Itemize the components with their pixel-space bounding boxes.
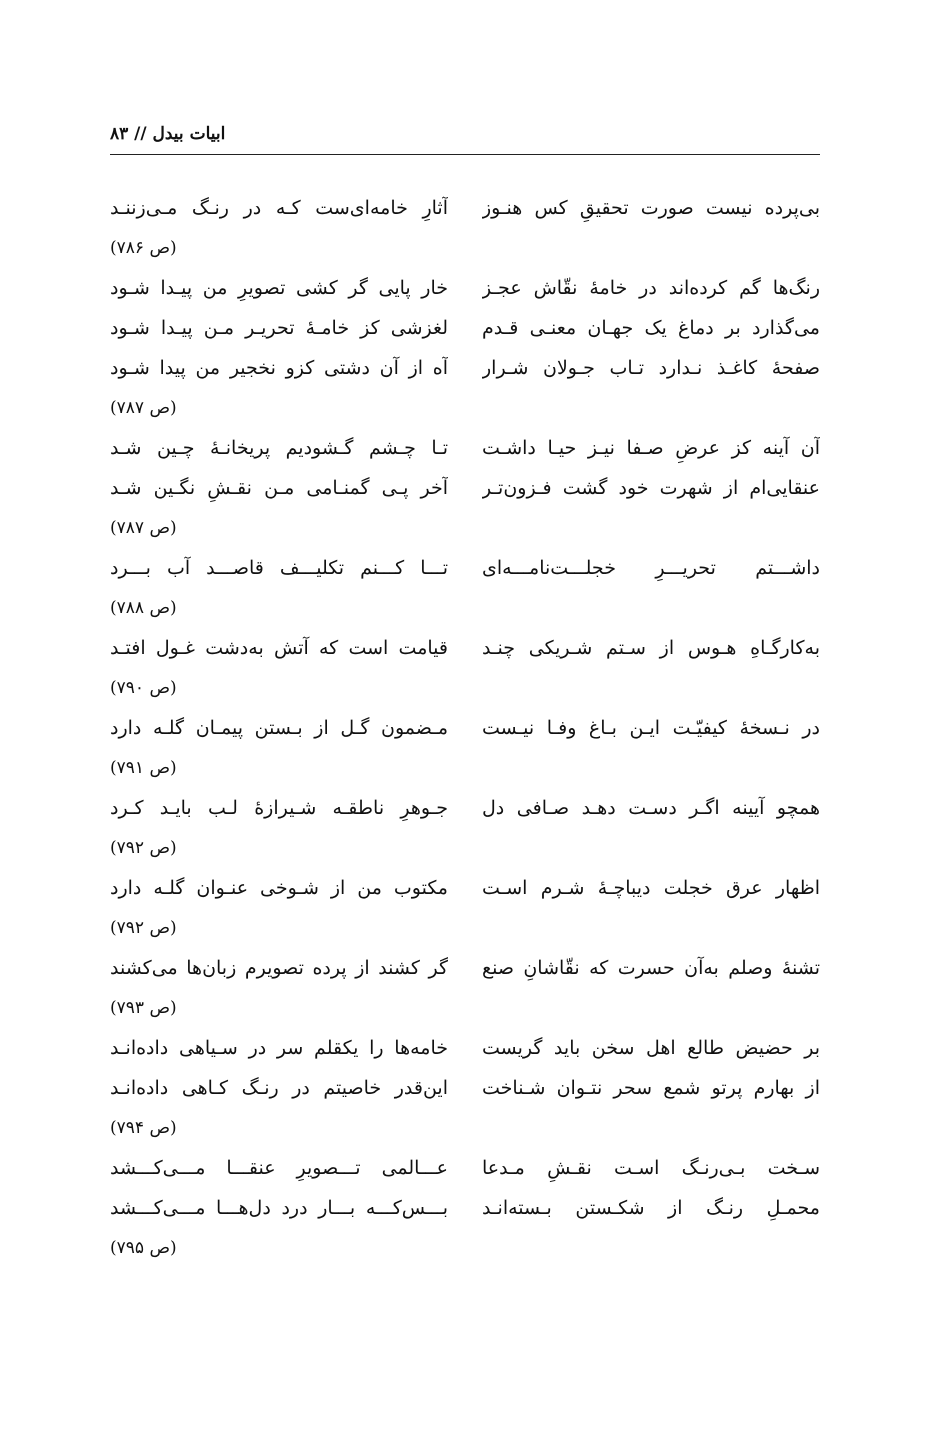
couplet-row bbox=[110, 430, 820, 470]
second-hemistich: خامه‌ها را یکقلم سر در سـیاهی داده‌انـد bbox=[110, 1037, 448, 1059]
first-hemistich: آن آینه کز عرضِ صـفا نیـز حیـا داشـت bbox=[482, 437, 820, 459]
verse-block bbox=[110, 710, 820, 790]
second-hemistich: آثارِ خامه‌ای‌ست کـه در رنـگ مـی‌زننـد bbox=[110, 197, 448, 219]
page-reference: (ص ۷۸۷) bbox=[110, 398, 177, 418]
first-hemistich: می‌گذارد بر دماغ یک جهـان معنـی قـدم bbox=[482, 317, 820, 339]
couplet-row bbox=[110, 1070, 820, 1110]
verse-block bbox=[110, 550, 820, 630]
first-hemistich: در نـسخۀ کیفیّـت ایـن بـاغ وفـا نیـست bbox=[482, 717, 820, 739]
page-reference: (ص ۷۹۱) bbox=[110, 758, 177, 778]
first-hemistich: محمـلِ رنـگ از شکـستن بـسته‌انـد bbox=[482, 1197, 820, 1219]
page-reference: (ص ۷۹۲) bbox=[110, 918, 177, 938]
reference-row bbox=[110, 750, 820, 790]
running-title: ابیات بیدل // ۸۳ bbox=[110, 124, 226, 144]
couplet-row bbox=[110, 470, 820, 510]
reference-row bbox=[110, 390, 820, 430]
couplet-row bbox=[110, 350, 820, 390]
second-hemistich: جـوهرِ ناطقـه شـیرازۀ لـب بایـد کـرد bbox=[110, 797, 448, 819]
couplet-row bbox=[110, 870, 820, 910]
first-hemistich: سـخت بـی‌رنـگ اسـت نقـشِ مـدعا bbox=[482, 1157, 820, 1179]
verse-block bbox=[110, 190, 820, 270]
couplet-row bbox=[110, 270, 820, 310]
first-hemistich: تشنۀ وصلم به‌آن حسرت که نقّاشانِ صنع bbox=[482, 957, 820, 979]
couplet-row bbox=[110, 310, 820, 350]
reference-row bbox=[110, 590, 820, 630]
first-hemistich: بر حضیض طالع اهل سخن باید گریست bbox=[482, 1037, 820, 1059]
couplet-row bbox=[110, 790, 820, 830]
verse-block bbox=[110, 1030, 820, 1150]
page-reference: (ص ۷۹۴) bbox=[110, 1118, 177, 1138]
first-hemistich: داشـــتم تحریـــرِ خجلـــت‌نامـــه‌ای bbox=[482, 557, 820, 579]
second-hemistich: تـــا کـــنم تکلیـــف قاصـــد آب بـــرد bbox=[110, 557, 448, 579]
first-hemistich: صفحۀ کاغـذ نـدارد تـاب جـولان شـرار bbox=[482, 357, 820, 379]
reference-row bbox=[110, 910, 820, 950]
couplet-row bbox=[110, 1030, 820, 1070]
first-hemistich: اظهار عرق خجلت دیباچـۀ شـرم اسـت bbox=[482, 877, 820, 899]
verse-block bbox=[110, 870, 820, 950]
second-hemistich: خار پایی گر کشی تصویرِ من پیـدا شـود bbox=[110, 277, 448, 299]
page-reference: (ص ۷۹۵) bbox=[110, 1238, 177, 1258]
first-hemistich: رنگ‌ها گم کرده‌اند در خامۀ نقّاش عجـز bbox=[482, 277, 820, 299]
couplet-row bbox=[110, 190, 820, 230]
second-hemistich: آخر پـی گمنـامی مـن نقـشِ نگـین شـد bbox=[110, 477, 448, 499]
couplet-row bbox=[110, 630, 820, 670]
reference-row bbox=[110, 510, 820, 550]
second-hemistich: تـا چـشم گـشودیم پریخانـۀ چـین شـد bbox=[110, 437, 448, 459]
reference-row bbox=[110, 670, 820, 710]
verse-block bbox=[110, 950, 820, 1030]
couplet-row bbox=[110, 950, 820, 990]
verse-block bbox=[110, 790, 820, 870]
page-reference: (ص ۷۹۳) bbox=[110, 998, 177, 1018]
page-reference: (ص ۷۸۷) bbox=[110, 518, 177, 538]
verse-list bbox=[110, 190, 820, 1270]
reference-row bbox=[110, 1230, 820, 1270]
first-hemistich: به‌کارگـاهِ هـوس از سـتم شـریکی چنـد bbox=[482, 637, 820, 659]
first-hemistich: از بهارم پرتو شمع سحر نتـوان شـناخت bbox=[482, 1077, 820, 1099]
second-hemistich: آه از آن دشتی کزو نخجیر من پیدا شـود bbox=[110, 357, 448, 379]
page-reference: (ص ۷۹۰) bbox=[110, 678, 177, 698]
reference-row bbox=[110, 230, 820, 270]
verse-block bbox=[110, 630, 820, 710]
second-hemistich: مکتوب من از شـوخی عنـوان گلـه دارد bbox=[110, 877, 448, 899]
first-hemistich: عنقایی‌ام از شهرت خود گشت فـزون‌تـر bbox=[482, 477, 820, 499]
second-hemistich: گر کشند از پرده تصویرم زبان‌ها می‌کشند bbox=[110, 957, 448, 979]
page-reference: (ص ۷۸۸) bbox=[110, 598, 177, 618]
first-hemistich: همچو آیینه اگـر دسـت دهـد صـافی دل bbox=[482, 797, 820, 819]
reference-row bbox=[110, 990, 820, 1030]
reference-row bbox=[110, 830, 820, 870]
verse-block bbox=[110, 1150, 820, 1270]
page-header bbox=[110, 120, 820, 155]
first-hemistich: بی‌پرده نیست صورت تحقیقِ کس هنـوز bbox=[482, 197, 820, 219]
second-hemistich: بـــس‌کـــه بـــار درد دل‌هـــا مـــی‌کـــشد bbox=[110, 1197, 448, 1219]
second-hemistich: عـــالمی تـــصویرِ عنقـــا مـــی‌کـــشد bbox=[110, 1157, 448, 1179]
second-hemistich: این‌قدر خاصیتم در رنـگ کـاهی داده‌انـد bbox=[110, 1077, 448, 1099]
verse-block bbox=[110, 430, 820, 550]
couplet-row bbox=[110, 1190, 820, 1230]
reference-row bbox=[110, 1110, 820, 1150]
couplet-row bbox=[110, 550, 820, 590]
second-hemistich: لغزشی کز خامـۀ تحریـر مـن پیـدا شـود bbox=[110, 317, 448, 339]
second-hemistich: مـضمون گـل از بـستن پیمـان گلـه دارد bbox=[110, 717, 448, 739]
couplet-row bbox=[110, 1150, 820, 1190]
page-reference: (ص ۷۹۲) bbox=[110, 838, 177, 858]
second-hemistich: قیامت است که آتش به‌دشت غـول افتـد bbox=[110, 637, 448, 659]
page-reference: (ص ۷۸۶) bbox=[110, 238, 177, 258]
couplet-row bbox=[110, 710, 820, 750]
verse-block bbox=[110, 270, 820, 430]
